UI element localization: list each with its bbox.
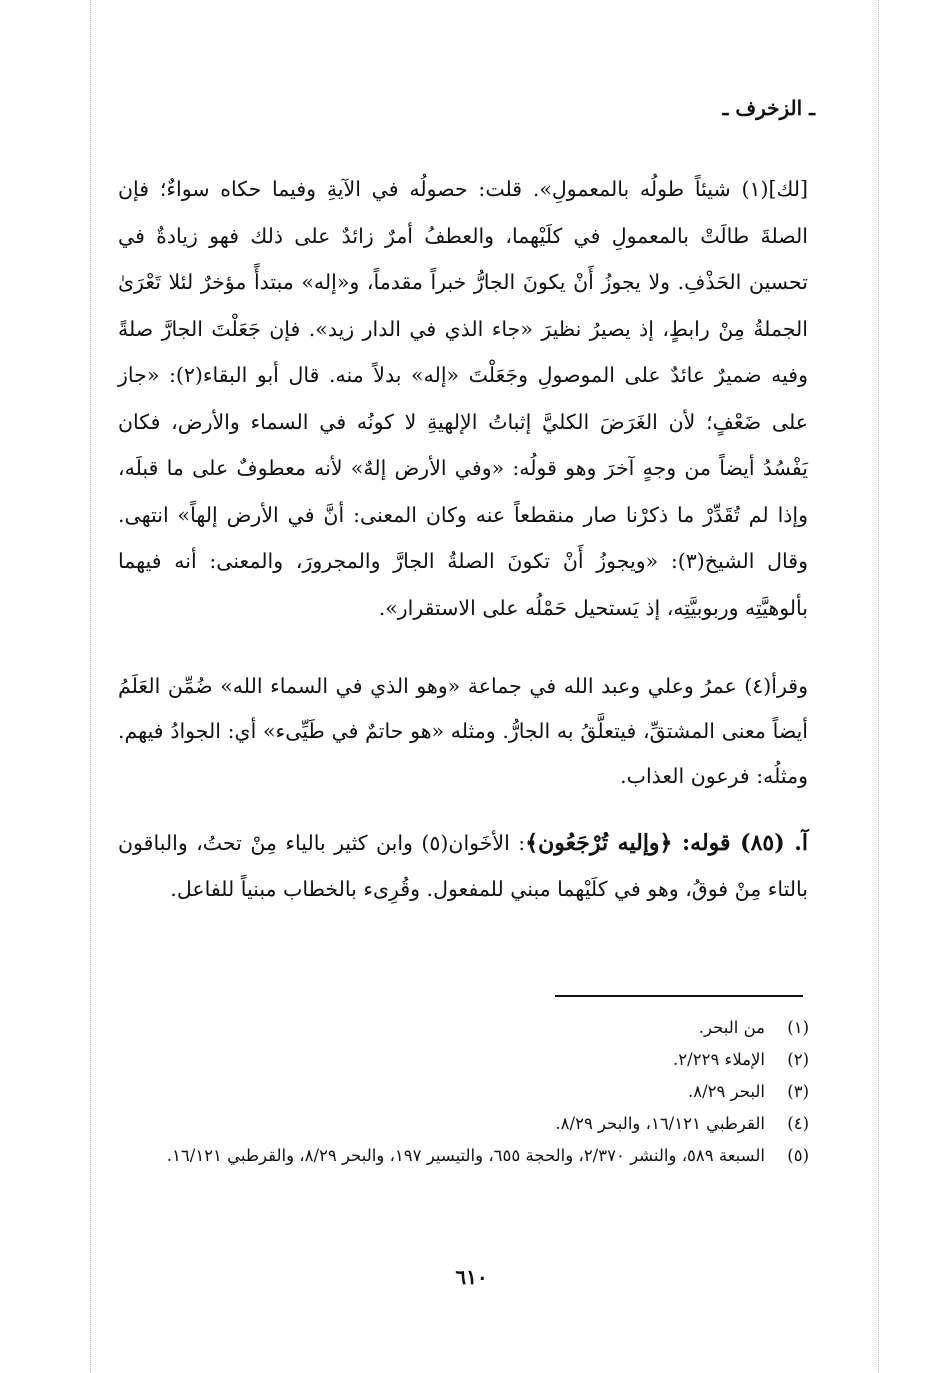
footnote-number: (٣) (787, 1082, 809, 1101)
footnote-text: من البحر. (698, 1018, 765, 1037)
body-paragraph-3 (118, 820, 808, 912)
footnote-number: (٥) (787, 1146, 809, 1165)
margin-guide-right (878, 0, 879, 1373)
page-number: ٦١٠ (455, 1265, 488, 1289)
verse-heading: آ. (٨٥) قوله: ﴿وإليه تُرْجَعُون﴾ (525, 830, 809, 856)
footnote-number: (٤) (787, 1114, 809, 1133)
footnote-item (127, 1108, 809, 1140)
footnote-text: البحر ٨/٢٩. (688, 1082, 765, 1101)
footnote-text: الإملاء ٢/٢٢٩. (673, 1050, 765, 1069)
running-header: ـ الزخرف ـ (722, 96, 815, 120)
footnotes-list (127, 1012, 809, 1172)
footnote-item (127, 1044, 809, 1076)
footnote-number: (١) (787, 1018, 809, 1037)
footnote-text: القرطبي ١٦/١٢١، والبحر ٨/٢٩. (555, 1114, 765, 1133)
footnote-text: السبعة ٥٨٩، والنشر ٢/٣٧٠، والحجة ٦٥٥، والتيسير ١٩٧، والبحر ٨/٢٩، والقرطبي ١٦/١٢١. (166, 1146, 765, 1165)
footnote-item (127, 1012, 809, 1044)
body-paragraph-1: [لك](١) شيئاً طولُه بالمعمولِ». قلت: حصولُه في الآيةِ وفيما حكاه سواءٌ؛ فإن الصلةَ طالَتْ بالمعمولِ في كلَيْهما، والعطفُ أمرٌ زائدٌ على ذلك فهو زيادةٌ في تحسين الحَذْفِ. ولا يجوزُ أَنْ يكونَ الجارُّ خبراً مقدماً، و«إله» مبتدأً مؤخرٌ لئلا تَعْرَىٰ الجملةُ مِنْ رابطٍ، إذ يصيرُ نظيرَ «جاء الذي في الدار زيد». فإن جَعَلْتَ الجارَّ صلةً وفيه ضميرٌ عائدٌ على الموصولِ وجَعَلْتَ «إله» بدلاً منه. قال أبو البقاء(٢): «جاز على ضَعْفٍ؛ لأن الغَرَضَ الكليَّ إثباتُ الإلهيةِ لا كونُه في السماء والأرض، فكان يَفْسُدُ أيضاً من وجهٍ آخرَ وهو قولُه: «وفي الأرض إلهٌ» لأنه معطوفٌ على ما قبلَه، وإذا لم تُقَدِّرْ ما ذكرْنا صار منقطعاً عنه وكان المعنى: أنَّ في الأرض إلهاً» انتهى. وقال الشيخ(٣): «ويجوزُ أَنْ تكونَ الصلةُ الجارَّ والمجرورَ، والمعنى: أنه فيهما بألوهيَّتِه وربوبيَّتِه، إذ يَستحيل حَمْلُه على الاستقرار». (118, 177, 808, 620)
verse-commentary: : الأخَوان(٥) وابن كثير بالياء مِنْ تحتُ، والباقون بالتاء مِنْ فوقُ، وهو في كلَيْهما مبني للمفعول. وقُرِىء بالخطاب مبنياً للفاعل. (118, 831, 808, 901)
margin-guide-left (90, 0, 91, 1373)
body-paragraph-2: وقرأ(٤) عمرُ وعلي وعبد الله في جماعة «وهو الذي في السماء الله» ضُمِّن العَلَمُ أيضاً معنى المشتقِّ، فيتعلَّقُ به الجارُّ. ومثله «هو حاتمٌ في طَيِّىء» أي: الجوادُ فيهم. ومثلُه: فرعون العذاب. (118, 674, 808, 788)
footnote-number: (٢) (787, 1050, 809, 1069)
footnote-item (127, 1140, 809, 1172)
footnote-separator (555, 995, 803, 997)
footnote-item (127, 1076, 809, 1108)
